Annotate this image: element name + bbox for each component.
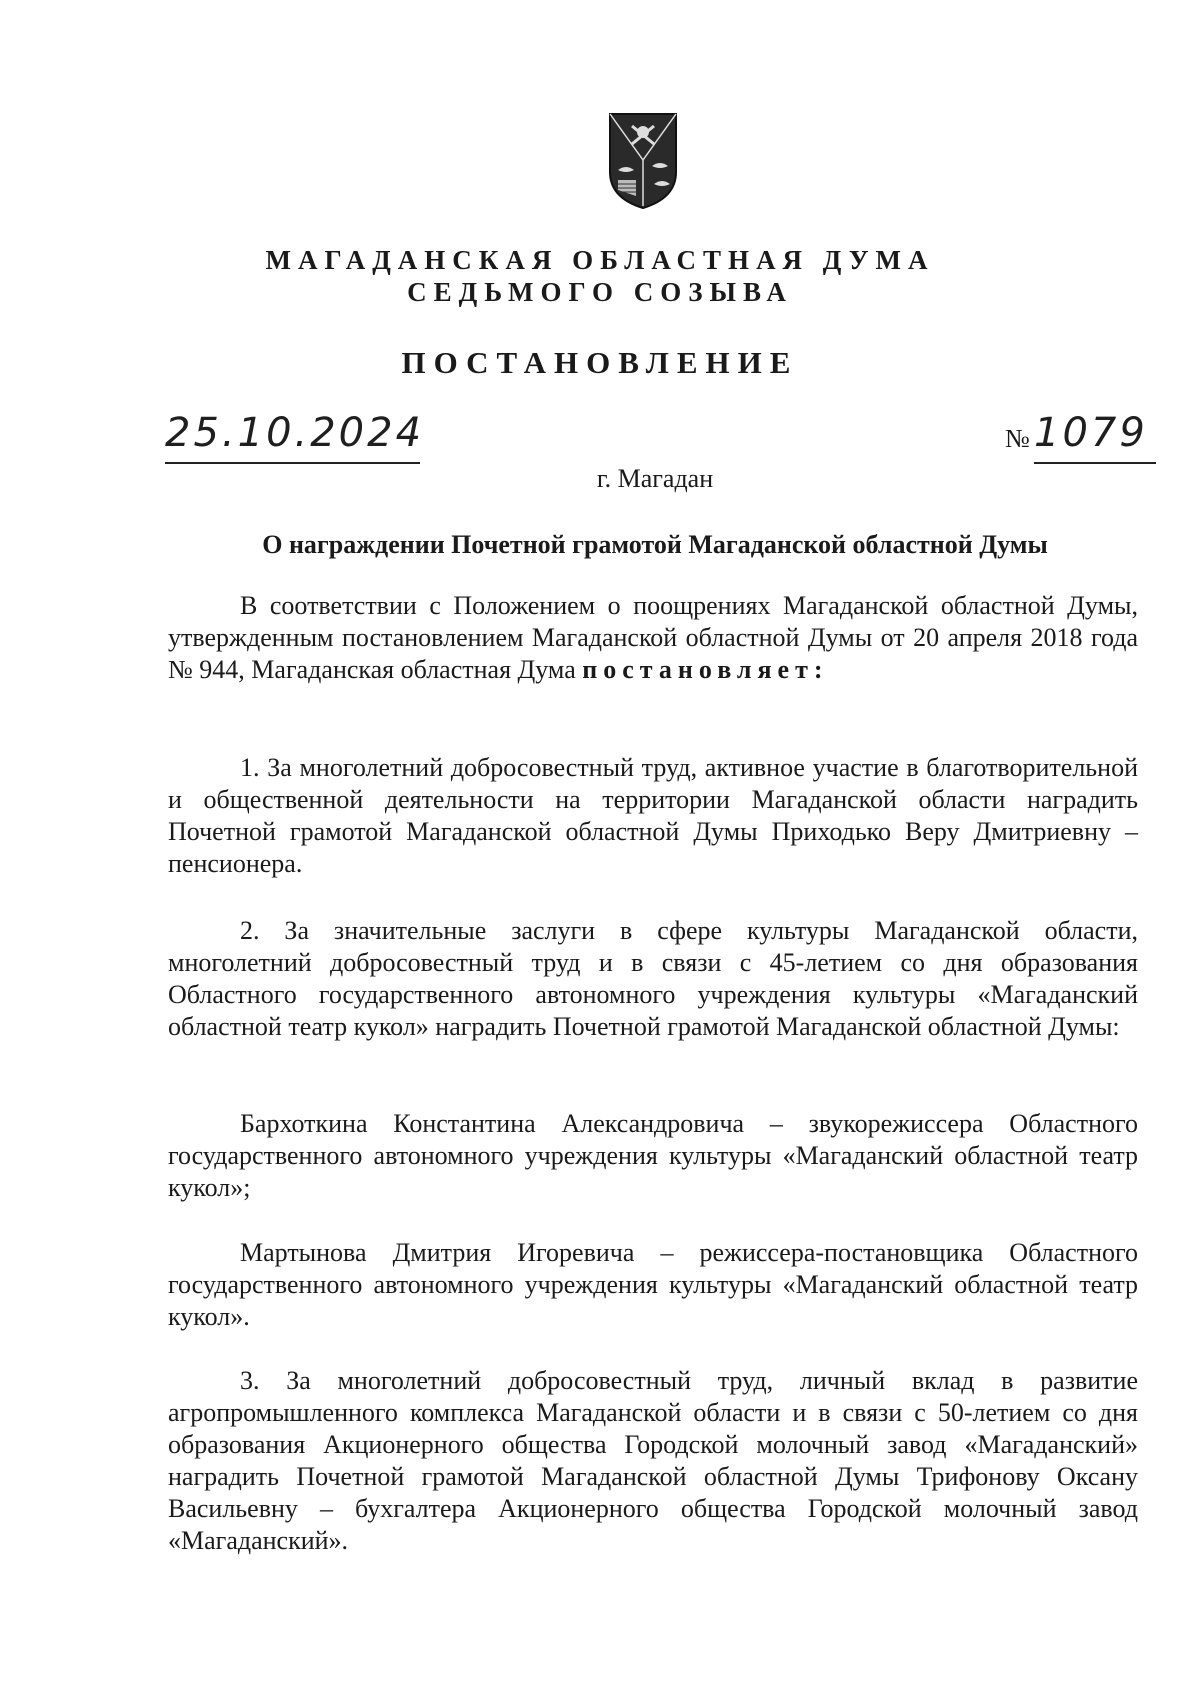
- resolves-word: постановляет:: [582, 655, 829, 684]
- document-subject: О награждении Почетной грамотой Магаданской областной Думы: [262, 530, 1048, 559]
- convocation: СЕДЬМОГО СОЗЫВА: [407, 277, 793, 307]
- coat-of-arms-icon: [606, 110, 680, 210]
- awardee-martynov: [168, 1237, 1138, 1333]
- city: г. Магадан: [596, 464, 714, 493]
- paragraph-text: 3. За многолетний добросовестный труд, личный вклад в развитие агропромышленного комплекса Магаданской области и в связи с 50-летием со дня образования Акционерного общества Городской молочный завод «Магаданский» наградить Почетной грамотой Магаданской областной Думы Трифонову Оксану Васильевну – бухгалтера Акционерного общества Городской молочный завод «Магаданский».: [168, 1366, 1138, 1555]
- paragraph-item-1: [168, 752, 1138, 880]
- paragraph-item-3: [168, 1365, 1138, 1557]
- paragraph-text: Мартынова Дмитрия Игоревича – режиссера-постановщика Областного государственного автономного учреждения культуры «Магаданский областной театр кукол».: [168, 1238, 1138, 1331]
- paragraph-text: 1. За многолетний добросовестный труд, активное участие в благотворительной и общественной деятельности на территории Магаданской области наградить Почетной грамотой Магаданской областной Думы Приходько Веру Дмитриевну – пенсионера.: [168, 753, 1138, 878]
- document-type: ПОСТАНОВЛЕНИЕ: [401, 345, 799, 380]
- document-number: 1079: [1034, 410, 1148, 456]
- organization-name: МАГАДАНСКАЯ ОБЛАСТНАЯ ДУМА: [265, 245, 935, 275]
- number-label: №: [1005, 424, 1030, 453]
- paragraph-text: 2. За значительные заслуги в сфере культуры Магаданской области, многолетний добросовестный труд и в связи с 45-летием со дня образования Областного государственного автономного учреждения культуры «Магаданский областной театр кукол» наградить Почетной грамотой Магаданской областной Думы:: [168, 916, 1138, 1041]
- paragraph-item-2: [168, 915, 1138, 1043]
- preamble-text: В соответствии с Положением о поощрениях Магаданской областной Думы, утвержденным постановлением Магаданской областной Думы от 20 апреля 2018 года № 944, Магаданская областная Дума: [168, 591, 1138, 684]
- document-date: 25.10.2024: [165, 410, 425, 456]
- awardee-barkhotkin: [168, 1108, 1138, 1204]
- paragraph-text: Бархоткина Константина Александровича – звукорежиссера Областного государственного автономного учреждения культуры «Магаданский областной театр кукол»;: [168, 1109, 1138, 1202]
- preamble: [168, 590, 1138, 686]
